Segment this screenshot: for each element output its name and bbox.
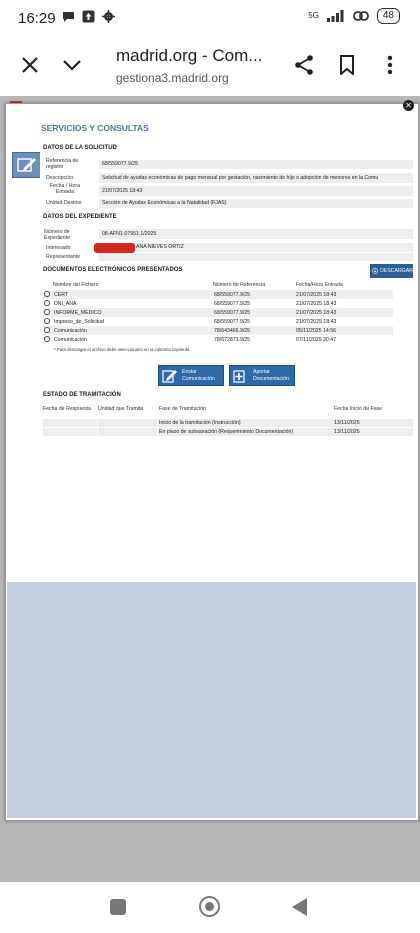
download-label: DESCARGAR	[380, 268, 413, 274]
field-value: 08-AFN1-07951.1/2025	[99, 229, 413, 239]
document-date: 21/07/2025 18:43	[296, 318, 337, 325]
system-indicators	[308, 8, 400, 24]
document-name: CERT	[54, 291, 69, 298]
column-header: Fecha/Hora Entrada	[296, 282, 343, 288]
gear-icon	[102, 10, 115, 23]
cell-divider	[97, 419, 98, 427]
link-icon	[353, 10, 369, 22]
signal-icon	[327, 10, 345, 22]
field-label: Unidad Destino	[46, 200, 82, 206]
back-icon[interactable]	[292, 898, 307, 916]
close-dialog-icon[interactable]: ✕	[403, 100, 414, 111]
document-row[interactable]	[43, 335, 393, 343]
field-label: Fecha / Hora Entrada	[50, 183, 80, 195]
document-row[interactable]	[43, 317, 393, 326]
document-radio[interactable]	[44, 309, 50, 315]
field-value: Sección de Ayudas Económicas a la Natalidad (FJAS)	[99, 199, 413, 208]
section-solicitud-heading: DATOS DE LA SOLICITUD	[43, 145, 117, 151]
add-document-icon	[233, 369, 249, 383]
document-name: Comunicación	[54, 336, 87, 343]
download-icon	[372, 266, 378, 276]
document-name: Impreso_de_Solicitud	[54, 318, 104, 325]
document-radio[interactable]	[44, 318, 50, 324]
close-icon[interactable]	[16, 51, 44, 79]
edit-icon	[162, 369, 178, 383]
page-title: madrid.org - Com...	[116, 46, 263, 65]
field-value: 21/07/2025 18:43	[99, 186, 413, 196]
document-date: 21/07/2025 18:43	[296, 291, 337, 298]
document-date: 05/11/2025 14:56	[296, 327, 336, 334]
page-url: gestiona3.madrid.org	[116, 71, 229, 85]
section-expediente-heading: DATOS DEL EXPEDIENTE	[43, 214, 117, 220]
document-row[interactable]	[43, 308, 393, 317]
document-date: 21/07/2025 18:43	[296, 300, 337, 307]
battery-indicator: 48	[377, 8, 400, 24]
aportar-documentacion-button[interactable]	[229, 365, 295, 386]
tramitacion-fase: Inicio de la tramitación (Instrucción)	[159, 420, 241, 426]
document-ref: 78/672871.9/25	[214, 336, 251, 343]
column-header: Unidad que Tramita	[98, 406, 144, 412]
home-icon[interactable]	[199, 896, 220, 917]
redaction-mark	[94, 243, 135, 253]
document-ref: 68/559077.9/25	[214, 291, 251, 298]
share-icon[interactable]	[290, 51, 318, 79]
enviar-label-2: Comunicación	[182, 375, 215, 382]
network-type: 5G	[308, 11, 319, 20]
document-ref: 78/643466.9/25	[214, 327, 251, 334]
more-menu-icon[interactable]	[376, 51, 404, 79]
upload-icon	[82, 10, 95, 23]
edit-form-icon	[12, 152, 42, 178]
download-hint: * Para descargar el archivo debe seleccionarlo en la columna izquierda	[54, 347, 190, 352]
section-documentos-heading: DOCUMENTOS ELECTRÓNICOS PRESENTADOS	[43, 267, 183, 273]
status-time: 16:29	[18, 10, 56, 27]
field-label: Interesado	[46, 245, 71, 251]
document-name: INFORME_MEDICO	[54, 309, 102, 316]
document-radio[interactable]	[44, 300, 50, 306]
column-header: Número de Referencia	[213, 282, 266, 288]
document-radio[interactable]	[44, 327, 50, 333]
column-header: Fecha de Respuesta	[43, 406, 91, 412]
download-button[interactable]	[370, 264, 413, 278]
column-header: Fase de Tramitación	[159, 406, 206, 412]
column-header: Fecha Inicio de Fase	[334, 406, 383, 412]
tramitacion-fecha: 13/11/2025	[334, 429, 360, 435]
notification-icons	[62, 10, 115, 23]
field-value	[99, 253, 413, 261]
dialog-empty-area	[7, 582, 416, 818]
document-date: 07/11/2025 20:47	[296, 336, 336, 343]
field-label: Referencia de registro	[46, 158, 79, 170]
field-value: 68/559077.9/25	[99, 160, 413, 169]
document-name: DNI_ANA	[54, 300, 77, 307]
document-row[interactable]	[43, 290, 393, 299]
field-value: Solicitud de ayudas económicas de pago mensual por gestación, nacimiento de hijo o adopción de menores en la Comu	[99, 173, 413, 183]
field-value: ANA NIEVES ORTIZ	[99, 243, 413, 252]
document-radio[interactable]	[44, 336, 50, 342]
document-row[interactable]	[43, 299, 393, 308]
field-label: Número de Expediente	[44, 229, 70, 241]
document-row[interactable]	[43, 326, 393, 335]
document-ref: 68/559077.9/25	[214, 318, 251, 325]
document-radio[interactable]	[44, 291, 50, 297]
tramitacion-row	[43, 419, 413, 427]
field-label: Descripción	[46, 175, 74, 181]
tramitacion-fecha: 13/11/2025	[334, 420, 360, 426]
chevron-down-icon[interactable]	[58, 51, 86, 79]
dialog-title: SERVICIOS Y CONSULTAS	[41, 123, 149, 133]
cell-divider	[97, 428, 98, 436]
tramitacion-fase: En plazo de subsanación (Requerimiento Documentación)	[159, 429, 294, 435]
document-date: 21/07/2025 18:43	[296, 309, 337, 316]
document-ref: 68/559077.9/25	[214, 300, 251, 307]
system-nav-bar	[0, 882, 420, 933]
column-header: Nombre del Fichero	[53, 282, 99, 288]
browser-toolbar	[0, 38, 420, 96]
section-tramitacion-heading: ESTADO DE TRAMITACIÓN	[43, 392, 121, 398]
aportar-label-1: Aportar	[253, 369, 271, 375]
bookmark-icon[interactable]	[333, 51, 361, 79]
enviar-comunicacion-button[interactable]	[158, 365, 224, 386]
enviar-label-1: Enviar	[182, 369, 197, 375]
document-name: Comunicación	[54, 327, 87, 334]
field-label: Representante	[46, 254, 81, 260]
chat-bubble-icon	[62, 10, 75, 23]
recents-icon[interactable]	[110, 899, 126, 915]
tramitacion-row	[43, 428, 413, 436]
cell-divider	[157, 428, 158, 436]
cell-divider	[157, 419, 158, 427]
status-bar	[0, 0, 420, 38]
aportar-label-2: Documentación	[253, 375, 290, 382]
document-ref: 68/559077.9/25	[214, 309, 251, 316]
